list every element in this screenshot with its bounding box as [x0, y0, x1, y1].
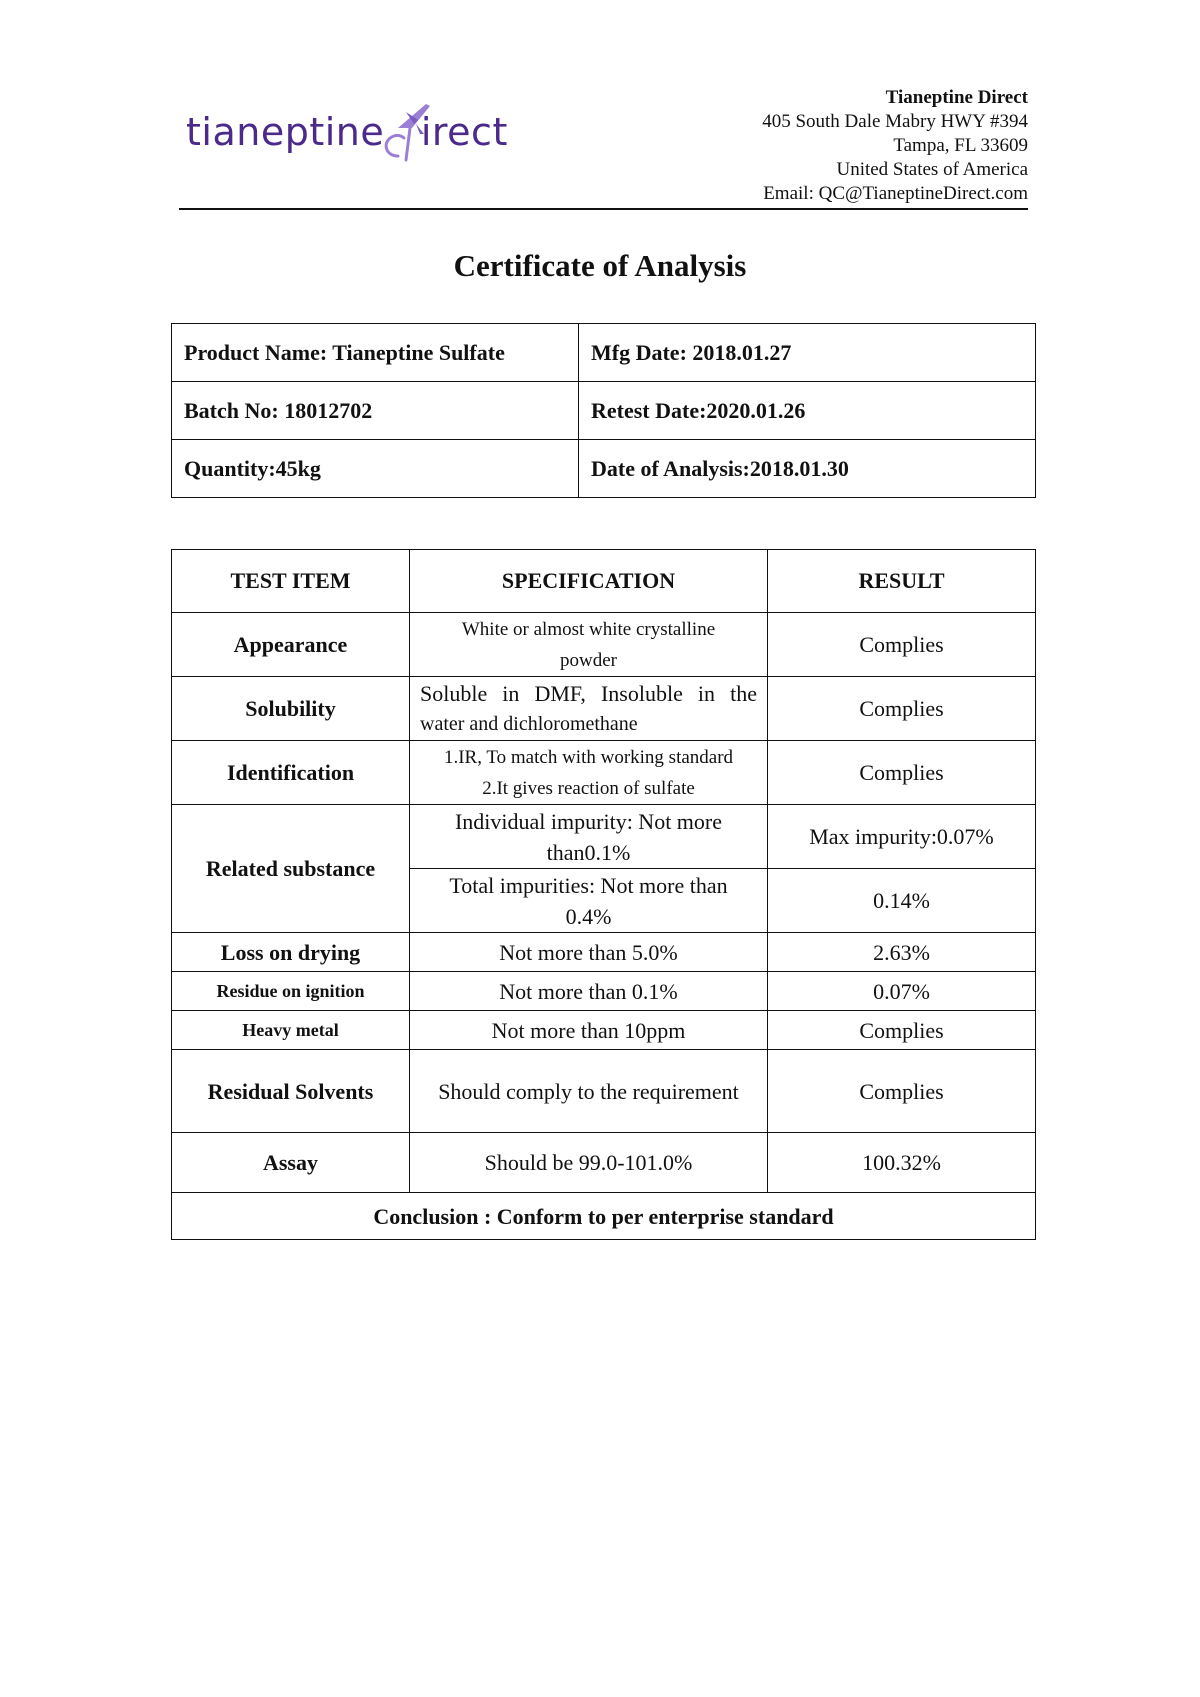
logo-text-right: irect [420, 110, 508, 154]
loss-on-drying-item: Loss on drying [172, 933, 410, 972]
logo-text-left: tianeptine [186, 110, 397, 154]
table-header-row [172, 550, 1036, 613]
heavy-metal-result: Complies [768, 1011, 1036, 1050]
appearance-spec [410, 613, 768, 677]
company-name: Tianeptine Direct [885, 87, 1028, 108]
address-line-3: United States of America [836, 159, 1028, 180]
residue-on-ignition-result: 0.07% [768, 972, 1036, 1011]
table-row [172, 933, 1036, 972]
table-row [172, 1050, 1036, 1133]
table-row [172, 677, 1036, 741]
address-line-1: 405 South Dale Mabry HWY #394 [762, 111, 1028, 132]
table-row [172, 440, 1036, 498]
solubility-result: Complies [768, 677, 1036, 741]
loss-on-drying-result: 2.63% [768, 933, 1036, 972]
total-impurities-spec [410, 869, 768, 933]
date-of-analysis-cell: Date of Analysis:2018.01.30 [579, 440, 1036, 498]
conclusion-cell: Conclusion : Conform to per enterprise standard [172, 1193, 1036, 1240]
table-row [172, 382, 1036, 440]
solubility-spec [410, 677, 768, 741]
residue-on-ignition-item: Residue on ignition [172, 972, 410, 1011]
residue-on-ignition-spec: Not more than 0.1% [410, 972, 768, 1011]
identification-result: Complies [768, 741, 1036, 805]
company-address-block [762, 86, 1028, 206]
residual-solvents-spec: Should comply to the requirement [410, 1050, 768, 1133]
identification-spec-line-1: 1.IR, To match with working standard [443, 746, 734, 768]
individual-impurity-spec [410, 805, 768, 869]
logo-text [186, 110, 508, 154]
assay-result: 100.32% [768, 1133, 1036, 1193]
heavy-metal-spec: Not more than 10ppm [410, 1011, 768, 1050]
table-row [172, 1011, 1036, 1050]
header-test-item: TEST ITEM [172, 550, 410, 613]
solubility-spec-line-2: water and dichloromethane [420, 712, 638, 735]
table-row [172, 805, 1036, 869]
identification-spec [410, 741, 768, 805]
residual-solvents-item: Residual Solvents [172, 1050, 410, 1133]
address-line-2: Tampa, FL 33609 [893, 135, 1028, 156]
document-title: Certificate of Analysis [453, 248, 747, 283]
appearance-result: Complies [768, 613, 1036, 677]
company-logo [186, 98, 508, 162]
conclusion-row [172, 1193, 1036, 1240]
header-divider [179, 208, 1028, 210]
appearance-spec-text: White or almost white crystalline powder [461, 618, 716, 671]
solubility-spec-line-1: Soluble in DMF, Insoluble in the [420, 680, 757, 706]
test-results-table [171, 549, 1036, 1240]
appearance-item: Appearance [172, 613, 410, 677]
header-specification: SPECIFICATION [410, 550, 768, 613]
total-impurities-result: 0.14% [768, 869, 1036, 933]
loss-on-drying-spec: Not more than 5.0% [410, 933, 768, 972]
assay-item: Assay [172, 1133, 410, 1193]
individual-impurity-result: Max impurity:0.07% [768, 805, 1036, 869]
identification-item: Identification [172, 741, 410, 805]
assay-spec: Should be 99.0-101.0% [410, 1133, 768, 1193]
related-substance-item: Related substance [172, 805, 410, 933]
identification-spec-line-2: 2.It gives reaction of sulfate [482, 777, 695, 799]
heavy-metal-item: Heavy metal [172, 1011, 410, 1050]
airplane-d-icon [376, 98, 436, 162]
table-row [172, 1133, 1036, 1193]
quantity-cell: Quantity:45kg [172, 440, 579, 498]
mfg-date-cell: Mfg Date: 2018.01.27 [579, 324, 1036, 382]
table-row [172, 741, 1036, 805]
table-row [172, 324, 1036, 382]
table-row [172, 613, 1036, 677]
total-impurities-spec-text: Total impurities: Not more than 0.4% [449, 872, 728, 929]
retest-date-cell: Retest Date:2020.01.26 [579, 382, 1036, 440]
header-result: RESULT [768, 550, 1036, 613]
table-row [172, 972, 1036, 1011]
solubility-item: Solubility [172, 677, 410, 741]
product-name-cell: Product Name: Tianeptine Sulfate [172, 324, 579, 382]
residual-solvents-result: Complies [768, 1050, 1036, 1133]
batch-no-cell: Batch No: 18012702 [172, 382, 579, 440]
product-info-table [171, 323, 1036, 498]
individual-impurity-spec-text: Individual impurity: Not more than0.1% [454, 808, 723, 865]
email-line: Email: QC@TianeptineDirect.com [763, 183, 1028, 204]
